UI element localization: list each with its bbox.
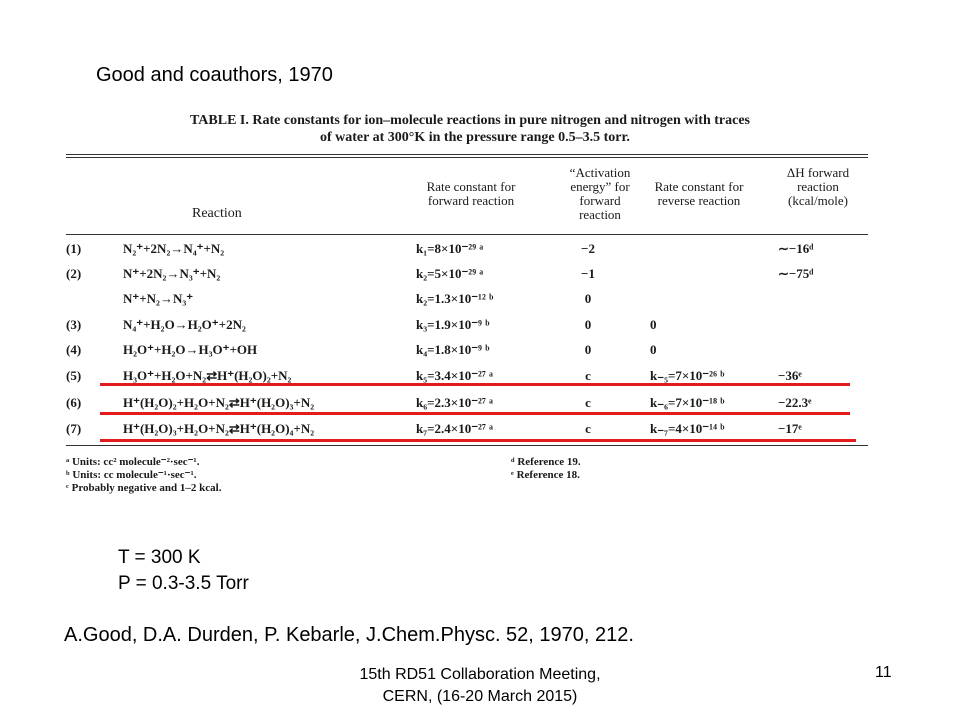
row-number: (4) [66,342,82,357]
activation-cell: c [585,368,591,383]
slide-footer [310,664,650,708]
table-caption [190,112,810,146]
table-row [66,238,868,260]
header-activation: “Activation energy” for forward reaction [569,165,631,222]
reaction-cell: N₄⁺+H₂O→H₂O⁺+2N₂ [123,317,246,332]
reaction-cell: N₂⁺+2N₂→N₄⁺+N₂ [123,241,225,256]
reverse-rate-cell: k₋₅=7×10⁻²⁶ ᵇ [650,368,725,383]
row-number: (1) [66,241,82,256]
table-row [66,263,868,285]
reverse-rate-cell: k₋₇=4×10⁻¹⁴ ᵇ [650,421,725,436]
citation: A.Good, D.A. Durden, P. Kebarle, J.Chem.Physc. 52, 1970, 212. [64,624,634,646]
header-rule [66,234,868,235]
caption-line-2: of water at 300°K in the pressure range 0.5–3.5 torr. [320,130,630,145]
forward-rate-cell: k₆=2.3×10⁻²⁷ ᵃ [416,395,493,410]
activation-cell: c [585,421,591,436]
activation-cell: 0 [584,342,592,357]
row-number: (3) [66,317,82,332]
delta-h-cell: ∼−75ᵈ [778,266,814,281]
reaction-cell: H₂O⁺+H₂O→H₃O⁺+OH [123,342,258,357]
footnote: ᵉ Reference 18. [511,469,580,481]
forward-rate-cell: k₂=1.3×10⁻¹² ᵇ [416,291,494,306]
footnotes-left [66,456,221,495]
footer-line-2: CERN, (16-20 March 2015) [382,688,578,705]
footnote: ᵈ Reference 19. [511,456,581,468]
table-row [66,418,868,440]
header-reverse-rate: Rate constant for reverse reaction [654,179,744,208]
reaction-cell: N⁺+2N₂→N₃⁺+N₂ [123,266,221,281]
footnote: ᶜ Probably negative and 1–2 kcal. [66,482,222,494]
row-number: (7) [66,421,82,436]
row-number: (6) [66,395,82,410]
header-forward-rate: Rate constant for forward reaction [426,179,516,208]
activation-cell: −1 [581,266,595,281]
highlight-underline [100,383,850,386]
activation-cell: 0 [584,317,592,332]
slide-heading: Good and coauthors, 1970 [96,64,333,86]
forward-rate-cell: k₃=1.9×10⁻⁹ ᵇ [416,317,490,332]
activation-cell: 0 [584,291,592,306]
table-row [66,314,868,336]
page-number: 11 [875,664,892,681]
footer-line-1: 15th RD51 Collaboration Meeting, [359,666,601,683]
activation-cell: c [585,395,591,410]
highlight-underline [100,439,856,442]
header-reaction: Reaction [192,206,242,221]
activation-cell: −2 [581,241,595,256]
reverse-rate-cell: k₋₆=7×10⁻¹⁸ ᵇ [650,395,725,410]
table-top-rule [66,154,868,155]
row-number: (2) [66,266,82,281]
forward-rate-cell: k₇=2.4×10⁻²⁷ ᵃ [416,421,493,436]
forward-rate-cell: k₅=3.4×10⁻²⁷ ᵃ [416,368,493,383]
reverse-rate-cell: 0 [650,317,657,332]
forward-rate-cell: k₂=5×10⁻²⁹ ᵃ [416,266,484,281]
table-bottom-rule [66,445,868,446]
table-row [66,288,868,310]
forward-rate-cell: k₁=8×10⁻²⁹ ᵃ [416,241,484,256]
delta-h-cell: ∼−16ᵈ [778,241,814,256]
reaction-cell: H₃O⁺+H₂O+N₂⇄H⁺(H₂O)₂+N₂ [123,368,292,383]
row-number: (5) [66,368,82,383]
rate-constant-table [66,108,891,508]
reaction-cell: N⁺+N₂→N₃⁺ [123,291,194,306]
reaction-cell: H⁺(H₂O)₂+H₂O+N₂⇄H⁺(H₂O)₃+N₂ [123,395,315,410]
delta-h-cell: −22.3ᵉ [778,395,812,410]
footnotes-right [511,456,581,482]
footnote: ᵃ Units: cc² molecule⁻²·sec⁻¹. [66,456,200,468]
footnote: ᵇ Units: cc molecule⁻¹·sec⁻¹. [66,469,197,481]
table-row [66,339,868,361]
table-row [66,392,868,414]
forward-rate-cell: k₄=1.8×10⁻⁹ ᵇ [416,342,490,357]
reverse-rate-cell: 0 [650,342,657,357]
table-top-rule-2 [66,157,868,158]
delta-h-cell: −17ᵉ [778,421,802,436]
pressure-text: P = 0.3-3.5 Torr [118,573,249,594]
temperature-text: T = 300 K [118,547,201,568]
highlight-underline [100,412,850,415]
delta-h-cell: −36ᵉ [778,368,802,383]
caption-line-1: TABLE I. Rate constants for ion–molecule reactions in pure nitrogen and nitrogen with traces [190,113,750,128]
header-delta-h: ΔH forward reaction (kcal/mole) [786,165,850,208]
conditions-block [118,545,249,597]
reaction-cell: H⁺(H₂O)₃+H₂O+N₂⇄H⁺(H₂O)₄+N₂ [123,421,315,436]
